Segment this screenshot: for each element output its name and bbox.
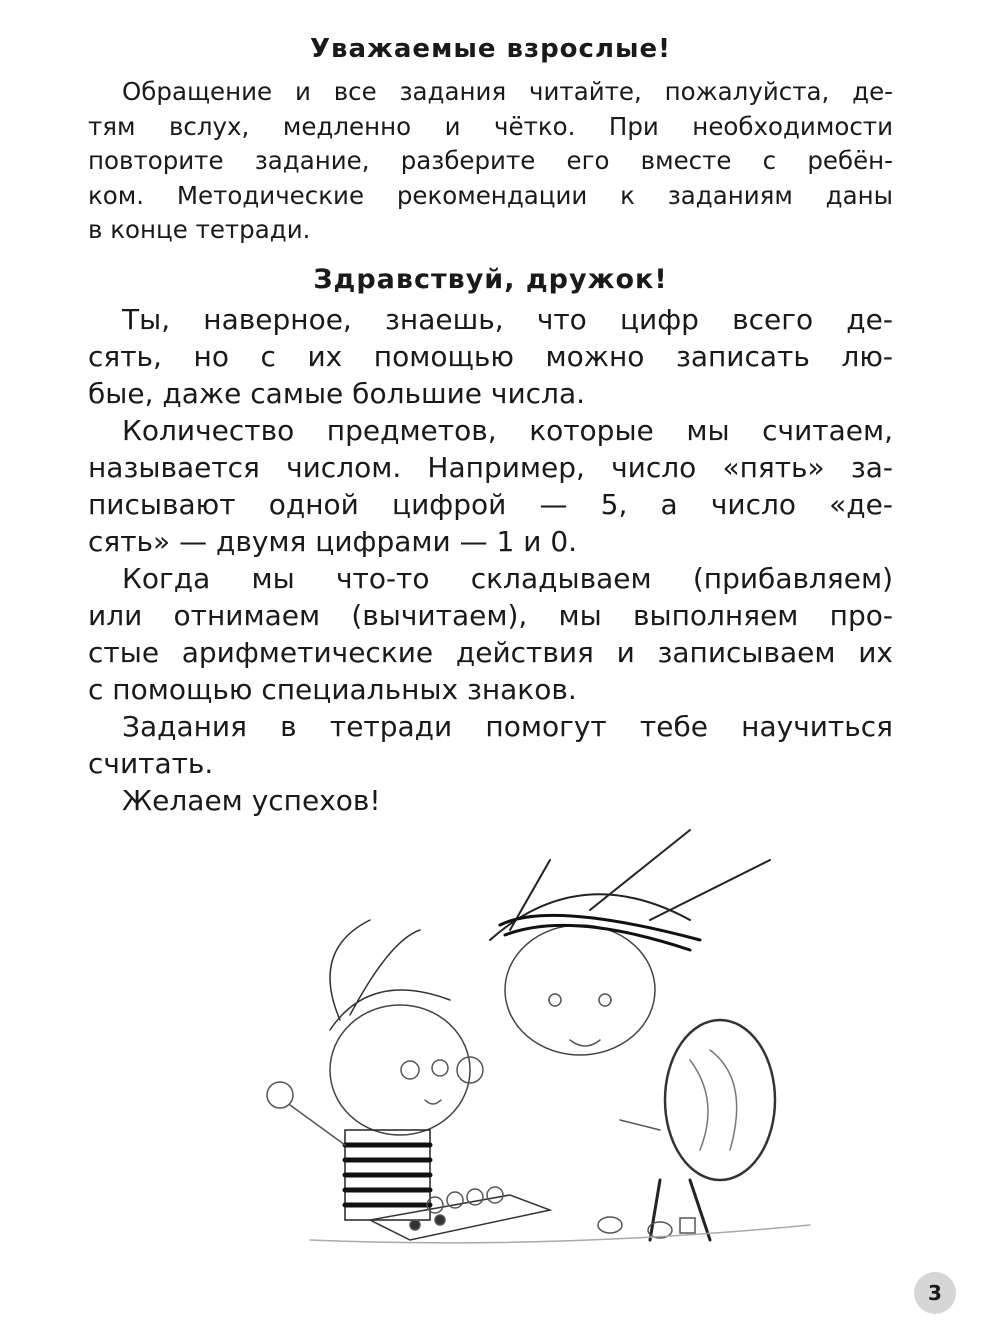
text-line: писывают одной цифрой — 5, а число «де-: [88, 488, 893, 521]
child-heading: Здравствуй, дружок!: [313, 264, 668, 295]
text-line: тям вслух, медленно и чётко. При необходимости: [88, 111, 893, 141]
text-line: Обращение и все задания читайте, пожалуйста, де-: [122, 77, 893, 106]
boy-figure: [267, 920, 483, 1220]
text-line: бые, даже самые большие числа.: [88, 377, 586, 410]
text-line: Задания в тетради помогут тебе научиться: [122, 710, 893, 743]
text-line: Желаем успехов!: [122, 784, 381, 817]
text-line: считать.: [88, 747, 214, 780]
children-illustration: [250, 800, 890, 1260]
text-line: повторите задание, разберите его вместе с ребён-: [88, 146, 893, 175]
text-line: в конце тетради.: [88, 215, 311, 244]
adults-paragraph: [88, 75, 893, 248]
child-text: [88, 301, 893, 819]
text-line: Количество предметов, которые мы считаем,: [122, 414, 893, 447]
text-line: стые арифметические действия и записываем их: [88, 636, 893, 669]
text-line: сять, но с их помощью можно записать лю-: [88, 340, 893, 373]
text-line: или отнимаем (вычитаем), мы выполняем про-: [88, 599, 893, 632]
text-line: с помощью специальных знаков.: [88, 673, 577, 706]
page-number: 3: [914, 1272, 956, 1314]
text-line: ком. Методические рекомендации к заданиям даны: [88, 180, 893, 210]
counting-board: [310, 1187, 810, 1243]
girl-figure: [490, 830, 775, 1240]
text-line: сять» — двумя цифрами — 1 и 0.: [88, 525, 578, 558]
text-line: Ты, наверное, знаешь, что цифр всего де-: [122, 303, 893, 336]
adults-heading: Уважаемые взрослые!: [309, 34, 672, 64]
text-line: Когда мы что-то складываем (прибавляем): [122, 562, 893, 595]
text-line: называется числом. Например, число «пять» за-: [88, 451, 893, 484]
